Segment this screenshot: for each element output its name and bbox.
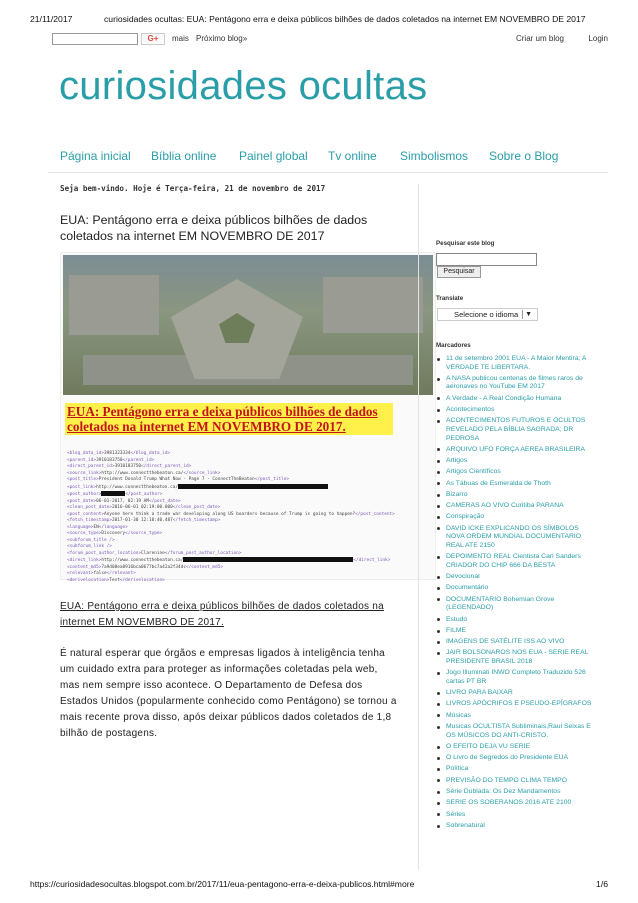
- label-link[interactable]: Artigos: [436, 457, 596, 466]
- label-link[interactable]: Jogo Illuminati INWO Completo Traduzido 526 cartas PT BR: [436, 669, 596, 686]
- print-date: 21/11/2017: [30, 14, 73, 24]
- label-link[interactable]: CAMERAS AO VIVO Curitiba PARANA: [436, 502, 596, 511]
- blogger-navbar: [52, 33, 608, 47]
- label-link[interactable]: DEPOIMENTO REAL Cientista Carl Sanders CRIADOR DO CHIP 666 DA BESTA: [436, 553, 596, 570]
- label-link[interactable]: As Tábuas de Esmeralda de Thoth: [436, 480, 596, 489]
- label-link[interactable]: PREVISÃO DO TEMPO CLIMA TEMPO: [436, 777, 596, 786]
- label-link[interactable]: SERIE OS SOBERANOS 2016 ATE 2100: [436, 799, 596, 808]
- label-link[interactable]: A NASA publicou centenas de filmes raros de aeronaves no YouTube EM 2017: [436, 375, 596, 392]
- redacted-xml-screenshot: <blog_data_id>3981323334</blog_data_id> <parent_id>3910183750</parent_id> <direct_parent_id>3910183750</direct_parent_id> <source_link>http://www.connectthebeaton.ca/</source_link> <post_title>President Donald Trump What Now - Page 7 - ConnectTheBeaton</post_title> <post_link>http://www.connectthebeaton.ca/ <post_author> </post_author> <post_date>06-01-2017, 02:19 AM</post_date> <clean_post_date>2016-06-01 02:19:00.000</clean_post_date> <post_content>Anyone here think a trade war developing along US boarders because of Trump is going to happen?</post_content> <fetch_timestamp>2017-01-30 12:10:40.487</fetch_timestamp> <language>EN</language> <source_type>Discovery</source_type> <subforum_title /> <subforum_link /> <forum_post_author_location>Clarenine</forum_post_author_location> <direct_link>http://www.connectthebeaton.ca/ </direct_link> <content_md5>7a9d08ea0916bca0677bc7a42a2f34dc</content_md5> <relevant>false</relevant> <derivelocation>Test</derivelocation>: [67, 451, 395, 583]
- label-link[interactable]: Músicas: [436, 712, 596, 721]
- label-link[interactable]: O Livro de Segredos do Presidente EUA: [436, 754, 596, 763]
- label-link[interactable]: Acontecimentos: [436, 406, 596, 415]
- label-link[interactable]: Sobrenatural: [436, 822, 596, 831]
- search-blog-heading: Pesquisar este blog: [436, 240, 495, 247]
- blog-title[interactable]: curiosidades ocultas: [59, 64, 428, 108]
- parking-lot-right: [323, 277, 423, 333]
- page-number: 1/6: [596, 879, 608, 889]
- tab-painel-global[interactable]: Painel global: [239, 149, 308, 163]
- label-link[interactable]: LIVRO PARA BAIXAR: [436, 689, 596, 698]
- label-link[interactable]: Política: [436, 765, 596, 774]
- post-body: [60, 599, 400, 742]
- tabs-divider: [48, 172, 608, 173]
- tab-sobre-o-blog[interactable]: Sobre o Blog: [489, 149, 559, 163]
- select-separator: [522, 310, 523, 319]
- translate-heading: Translate: [436, 295, 464, 302]
- welcome-message: Seja bem-vindo. Hoje é Terça-feira, 21 de novembro de 2017: [60, 184, 326, 193]
- page-tabs: [60, 149, 608, 165]
- label-link[interactable]: DOCUMENTARIO Bohemian Grove (LEGENDADO): [436, 596, 596, 613]
- post-image[interactable]: [60, 252, 436, 583]
- more-link[interactable]: mais: [172, 34, 189, 43]
- navbar-search-input[interactable]: [52, 33, 138, 45]
- label-link[interactable]: Série Dublada: Os Dez Mandamentos: [436, 788, 596, 797]
- main-column: [60, 184, 412, 244]
- create-blog-link[interactable]: Criar um blog: [515, 34, 564, 43]
- label-link[interactable]: Artigos Científicos: [436, 468, 596, 477]
- label-link[interactable]: 11 de setembro 2001 EUA - A Maior Mentira; A VERDADE TE LIBERTARA.: [436, 355, 596, 372]
- search-blog-button[interactable]: Pesquisar: [437, 266, 481, 278]
- sidebar: [418, 184, 608, 870]
- label-link[interactable]: Documentário: [436, 584, 596, 593]
- next-blog-link[interactable]: Próximo blog»: [196, 34, 248, 43]
- language-select-value: Selecione o idioma: [454, 310, 519, 319]
- label-link[interactable]: Séries: [436, 811, 596, 820]
- label-link[interactable]: Estudo: [436, 616, 596, 625]
- login-link[interactable]: Login: [588, 34, 608, 43]
- labels-list: [436, 355, 596, 833]
- tab-pagina-inicial[interactable]: Página inicial: [60, 149, 131, 163]
- label-link[interactable]: A Verdade - A Real Condição Humana: [436, 395, 596, 404]
- label-link[interactable]: ARQUIVO UFO FORÇA AEREA BRASILEIRA: [436, 446, 596, 455]
- tab-biblia-online[interactable]: Bíblia online: [151, 149, 217, 163]
- post-subtitle: EUA: Pentágono erra e deixa públicos bilhões de dados coletados na internet EM NOVEMBRO DE 2017.: [60, 601, 384, 628]
- print-footer: [30, 879, 608, 891]
- search-blog-input[interactable]: [436, 253, 537, 266]
- chevron-down-icon: ▼: [525, 311, 532, 318]
- pentagon-photo: [63, 255, 433, 395]
- label-link[interactable]: LIVROS APÓCRIFOS E PSEUDO-EPÍGRAFOS: [436, 700, 596, 709]
- tab-tv-online[interactable]: Tv online: [328, 149, 377, 163]
- label-link[interactable]: DAVID ICKE EXPLICANDO OS SÍMBOLOS NOVA ORDEM MUNDIAL DOCUMENTARIO REAL ATE 2150: [436, 525, 596, 551]
- label-link[interactable]: Devocional: [436, 573, 596, 582]
- label-link[interactable]: Bizarro: [436, 491, 596, 500]
- label-link[interactable]: IMAGENS DE SATÉLITE ISS AO VIVO: [436, 638, 596, 647]
- label-link[interactable]: Musicas OCULTISTA Subliminais,Raul Seixas E OS MÚSICOS DO ANTI-CRISTO.: [436, 723, 596, 740]
- language-select[interactable]: [437, 308, 538, 321]
- label-link[interactable]: ACONTECIMENTOS FUTUROS E OCULTOS REVELADO PELA BÍBLIA SAGRADA; DR PEDROSA: [436, 417, 596, 443]
- print-document-title: curiosidades ocultas: EUA: Pentágono erra e deixa públicos bilhões de dados coletados na internet EM NOVEMBRO DE 2017: [104, 14, 586, 24]
- label-link[interactable]: JAIR BOLSONAROS NOS EUA - SERIE REAL PRESIDENTE BRASIL 2018: [436, 649, 596, 666]
- image-caption: EUA: Pentágono erra e deixa públicos bilhões de dados coletados na internet EM NOVEMBRO DE 2017.: [65, 403, 393, 435]
- tab-simbolismos[interactable]: Simbolismos: [400, 149, 469, 163]
- google-plus-button[interactable]: G+: [141, 33, 165, 45]
- print-url: https://curiosidadesocultas.blogspot.com.br/2017/11/eua-pentagono-erra-e-deixa-publicos.html#more: [30, 879, 415, 889]
- label-link[interactable]: FILME: [436, 627, 596, 636]
- labels-heading: Marcadores: [436, 342, 471, 349]
- post-paragraph: É natural esperar que órgãos e empresas ligados à inteligência tenha um cuidado extra para proteger as informações coletadas pela web, mas nem sempre isso acontece. O Departamento de Defesa dos Estados Unidos (popularmente conhecido como Pentágono) se tornou a mais recente prova disso, após deixar públicos dados coletados de 1,8 bilhão de postagens.: [60, 648, 397, 739]
- post-title[interactable]: EUA: Pentágono erra e deixa públicos bilhões de dados coletados na internet EM NOVEMBRO DE 2017: [60, 213, 368, 243]
- label-link[interactable]: Conspiração: [436, 513, 596, 522]
- parking-lot-left: [69, 275, 159, 335]
- print-header: [30, 14, 608, 28]
- label-link[interactable]: O EFEITO DEJA VU SERIE: [436, 743, 596, 752]
